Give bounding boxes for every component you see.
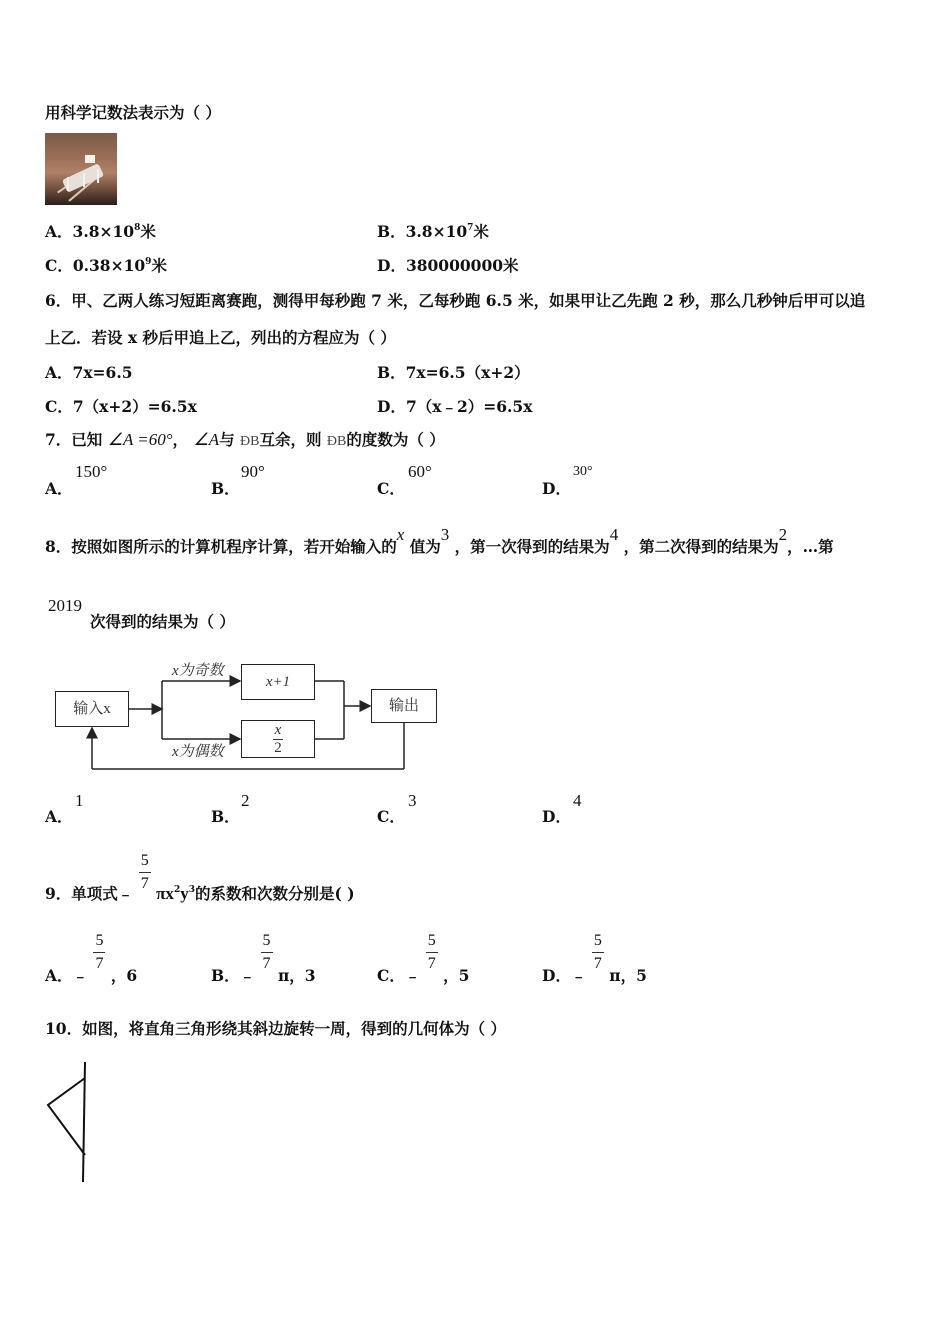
q9-option-c[interactable]: C．﹣ $\frac{5}{7}$ ，5 [377, 932, 470, 985]
q7-option-a-value: 150° [75, 462, 108, 481]
q7-option-c-label[interactable]: C． [377, 479, 405, 498]
q7-stem: 7．已知 ∠A =60°， ∠A与 ÐB互余，则 ÐB的度数为（ ） [45, 430, 445, 449]
flow-even-box [241, 720, 315, 758]
q6-option-d[interactable]: D．7（x﹣2）=6.5x [377, 397, 533, 416]
q8-option-c-label[interactable]: C． [377, 807, 405, 826]
q8-option-c-value: 3 [408, 791, 417, 810]
q6-stem-line2: 上乙．若设 x 秒后甲追上乙，列出的方程应为（ ） [45, 328, 396, 347]
q5-stem: 用科学记数法表示为（ ） [45, 103, 221, 122]
flow-odd-box: x+1 [241, 664, 315, 700]
flow-odd-label: x为奇数 [172, 663, 224, 679]
q8-stem-line1: 8．按照如图所示的计算机程序计算，若开始输入的x 值为3 ，第一次得到的结果为4 ，第二次得到的结果为2，…第 [45, 525, 834, 556]
q7-option-d-value: 30° [573, 464, 593, 479]
q10-triangle-figure [40, 1055, 100, 1190]
q8-stem-line2: 次得到的结果为（ ） [90, 612, 235, 631]
q9-option-d[interactable]: D．﹣ $\frac{5}{7}$ π，5 [542, 932, 647, 985]
q5-option-d[interactable]: D．380000000米 [377, 256, 519, 275]
q7-option-b-value: 90° [241, 462, 265, 481]
flow-even-numerator: x [274, 722, 282, 738]
q5-option-c[interactable]: C．$0.38\times 10^9$米 [45, 256, 167, 275]
q7-option-b-label[interactable]: B． [211, 479, 240, 498]
q10-stem: 10．如图，将直角三角形绕其斜边旋转一周，得到的几何体为（ ） [45, 1019, 506, 1038]
flow-even-label: x为偶数 [172, 744, 224, 760]
q9-option-a[interactable]: A．﹣ $\frac{5}{7}$ ，6 [45, 932, 138, 985]
q8-option-a-value: 1 [75, 791, 84, 810]
q6-option-c[interactable]: C．7（x+2）=6.5x [45, 397, 197, 416]
q8-option-a-label[interactable]: A． [45, 807, 73, 826]
q9-option-b[interactable]: B．﹣ $\frac{5}{7}$ π，3 [211, 932, 316, 985]
q5-option-a[interactable]: A．$3.8\times 10^8$米 [45, 222, 156, 241]
q6-option-a[interactable]: A．7x=6.5 [45, 363, 133, 382]
q9-stem: 9．单项式﹣ $\frac{5}{7}$ $\pi x^2y^3$的系数和次数分别是( ) [45, 852, 355, 903]
q8-option-d-value: 4 [573, 791, 582, 810]
q7-option-a-label[interactable]: A． [45, 479, 73, 498]
q6-option-b[interactable]: B．7x=6.5（x+2） [377, 363, 530, 382]
q7-option-d-label[interactable]: D． [542, 479, 571, 498]
q7-option-c-value: 60° [408, 462, 432, 481]
flow-input-box: 输入x [55, 691, 129, 727]
flow-even-denominator: 2 [274, 740, 282, 756]
q8-option-d-label[interactable]: D． [542, 807, 571, 826]
flow-output-box: 输出 [371, 689, 437, 723]
q8-year: 2019 [48, 596, 82, 615]
triangle-legs [48, 1078, 85, 1155]
q8-option-b-value: 2 [241, 791, 250, 810]
q9-fraction: $\frac{5}{7}$ [140, 852, 149, 892]
q6-stem-line1: 6．甲、乙两人练习短距离赛跑，测得甲每秒跑 7 米，乙每秒跑 6.5 米，如果甲让乙先跑 2 秒，那么几秒钟后甲可以追 [45, 291, 866, 310]
q5-option-b[interactable]: B．$3.8\times 10^7$米 [377, 222, 489, 241]
q8-option-b-label[interactable]: B． [211, 807, 240, 826]
